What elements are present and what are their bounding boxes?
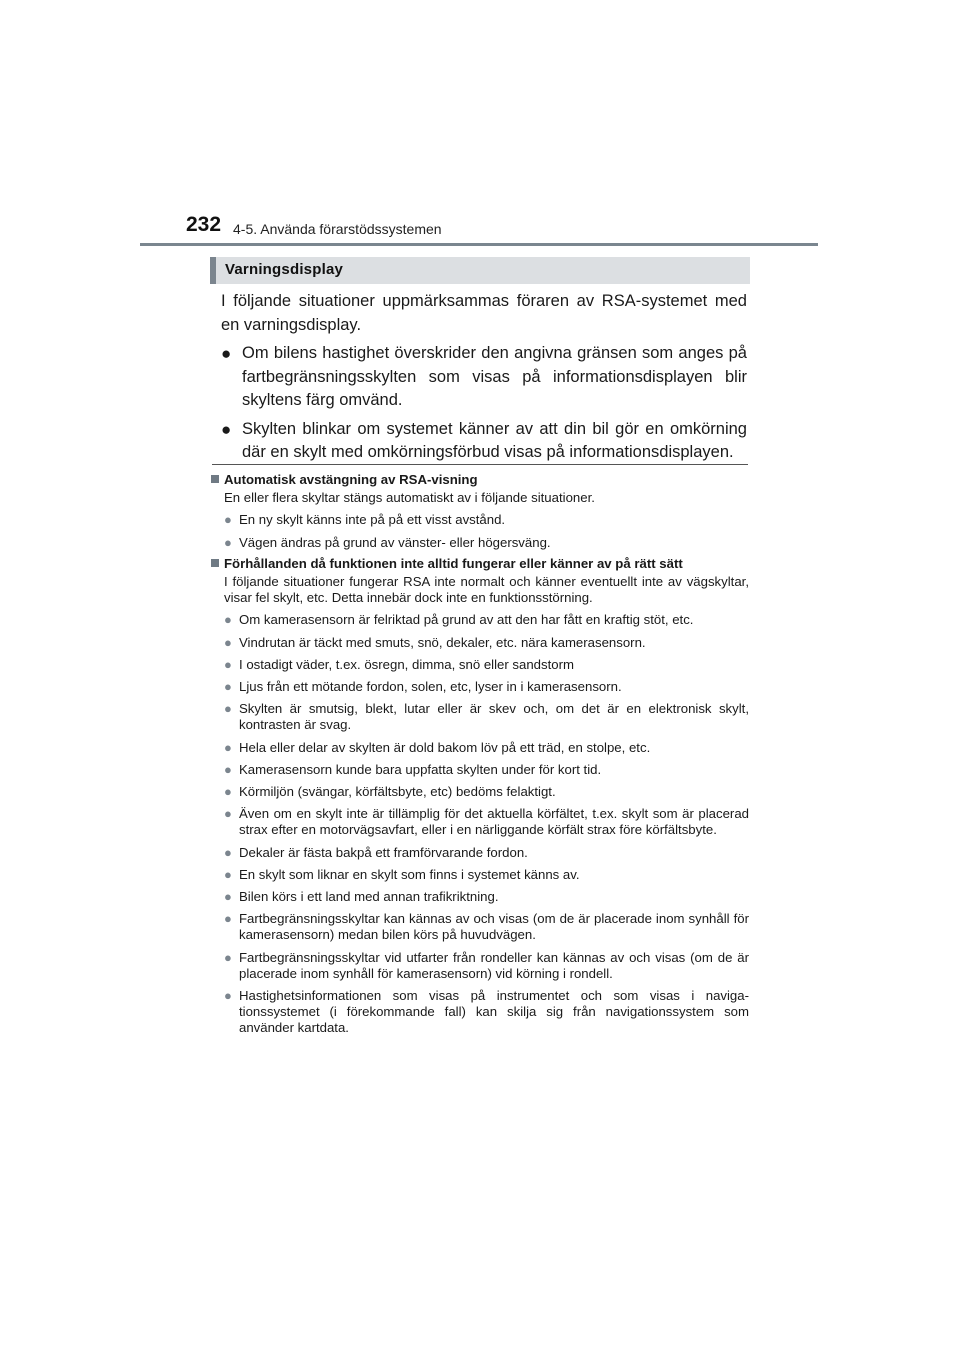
header-rule: [140, 243, 818, 246]
bullet-icon: ●: [224, 866, 232, 882]
note-item-text: Hastighetsinformationen som visas på instrumentet och som visas i naviga- tionssystemet (i förekommande fall) kan skilja sig från navigationssystem som använder kartdata.: [239, 988, 749, 1036]
note-item: [211, 784, 749, 800]
square-bullet-icon: [211, 475, 219, 483]
note-item-text: Ljus från ett mötande fordon, solen, etc, lyser in i kamerasensorn.: [239, 679, 622, 695]
bullet-icon: ●: [224, 889, 232, 905]
note-heading-auto-off: [211, 472, 749, 488]
chapter-title: 4-5. Använda förarstödssystemen: [233, 221, 442, 237]
note-item-text: En ny skylt känns inte på på ett visst avstånd.: [239, 512, 506, 528]
bullet-icon: ●: [224, 512, 232, 528]
note-item-text: Om kamerasensorn är felriktad på grund av att den har fått en kraftig stöt, etc.: [239, 612, 694, 628]
main-bullet-text: Om bilens hastighet överskrider den angivna gränsen som anges på fartbegränsningsskylten som visas på informationsdisplayen blir skyltens färg omvänd.: [242, 344, 747, 409]
note-item: [211, 911, 749, 943]
note-item-text: Vindrutan är täckt med smuts, snö, dekaler, etc. nära kamerasensorn.: [239, 634, 646, 650]
note-item: [211, 512, 749, 528]
bullet-icon: ●: [224, 612, 232, 628]
note-item: [211, 657, 749, 673]
main-bullet-text: Skylten blinkar om systemet känner av att din bil gör en omkörning där en skylt med omkörningsförbud visas på informationsdisplayen.: [242, 419, 747, 461]
notes-divider: [212, 464, 748, 465]
note-heading-text: Förhållanden då funktionen inte alltid fungerar eller känner av på rätt sätt: [224, 555, 683, 571]
bullet-icon: ●: [224, 656, 232, 672]
main-intro: I följande situationer uppmärksammas föraren av RSA-systemet med en varningsdisplay.: [221, 292, 747, 334]
bullet-icon: ●: [224, 911, 232, 927]
bullet-icon: ●: [224, 534, 232, 550]
page-number: 232: [186, 213, 222, 236]
bullet-icon: ●: [224, 761, 232, 777]
note-item-text: Vägen ändras på grund av vänster- eller högersväng.: [239, 534, 551, 550]
notes: [211, 472, 749, 1037]
bullet-icon: ●: [224, 806, 232, 822]
note-item: [211, 701, 749, 733]
note-item-text: Körmiljön (svängar, körfältsbyte, etc) bedöms felaktigt.: [239, 784, 556, 800]
square-bullet-icon: [211, 559, 219, 567]
note-item: [211, 950, 749, 982]
note-item-text: En skylt som liknar en skylt som finns i systemet känns av.: [239, 866, 580, 882]
bullet-icon: ●: [224, 844, 232, 860]
main-bullet: [221, 418, 747, 465]
note-item: [211, 612, 749, 628]
note-item: [211, 635, 749, 651]
note-item-text: Även om en skylt inte är tillämplig för det aktuella körfältet, t.ex. skylt som är placerad strax efter en motorvägsavfart, eller i en närliggande körfält strax före körfältsbyte.: [239, 806, 749, 838]
section-heading-box: [210, 257, 750, 284]
note-item: [211, 889, 749, 905]
note-item: [211, 535, 749, 551]
bullet-icon: ●: [221, 344, 232, 363]
note-item: [211, 845, 749, 861]
section-heading-bar: [210, 257, 216, 284]
bullet-icon: ●: [224, 679, 232, 695]
bullet-icon: ●: [224, 634, 232, 650]
bullet-icon: ●: [224, 739, 232, 755]
bullet-icon: ●: [224, 784, 232, 800]
note-intro: En eller flera skyltar stängs automatiskt av i följande situationer.: [224, 490, 595, 506]
note-item-text: Dekaler är fästa bakpå ett framförvarande fordon.: [239, 844, 528, 860]
note-item: [211, 740, 749, 756]
note-item-text: Hela eller delar av skylten är dold bakom löv på ett träd, en stolpe, etc.: [239, 739, 651, 755]
bullet-icon: ●: [224, 949, 232, 965]
note-item-text: Kamerasensorn kunde bara uppfatta skylten under för kort tid.: [239, 761, 602, 777]
note-item: [211, 988, 749, 1037]
note-item: [211, 867, 749, 883]
section-title: Varningsdisplay: [225, 261, 344, 278]
note-item-text: Bilen körs i ett land med annan trafikriktning.: [239, 889, 499, 905]
bullet-icon: ●: [224, 988, 232, 1004]
note-item: [211, 679, 749, 695]
note-item-text: Fartbegränsningsskyltar kan kännas av och visas (om de är placerade inom synhåll för kamerasensorn) medan bilen körs på huvudvägen.: [239, 911, 749, 943]
note-item: [211, 806, 749, 838]
note-heading-conditions: [211, 556, 749, 572]
main-bullet: [221, 342, 747, 413]
note-item-text: Skylten är smutsig, blekt, lutar eller är skev och, om det är en elektronisk skylt, kontrasten är svag.: [239, 701, 749, 733]
note-heading-text: Automatisk avstängning av RSA-visning: [224, 472, 478, 487]
note-item-text: Fartbegränsningsskyltar vid utfarter från rondeller kan kännas av och visas (om de är placerade inom synhåll för kamerasensorn) vid körning i rondell.: [239, 949, 749, 981]
bullet-icon: ●: [224, 701, 232, 717]
bullet-icon: ●: [221, 419, 232, 439]
note-intro: I följande situationer fungerar RSA inte normalt och känner eventuellt inte av vägskyltar, visar fel skylt, etc. Detta innebär dock inte en funktionsstörning.: [224, 574, 749, 606]
note-item: [211, 762, 749, 778]
note-item-text: I ostadigt väder, t.ex. ösregn, dimma, snö eller sandstorm: [239, 656, 574, 672]
main-text: [221, 290, 747, 465]
